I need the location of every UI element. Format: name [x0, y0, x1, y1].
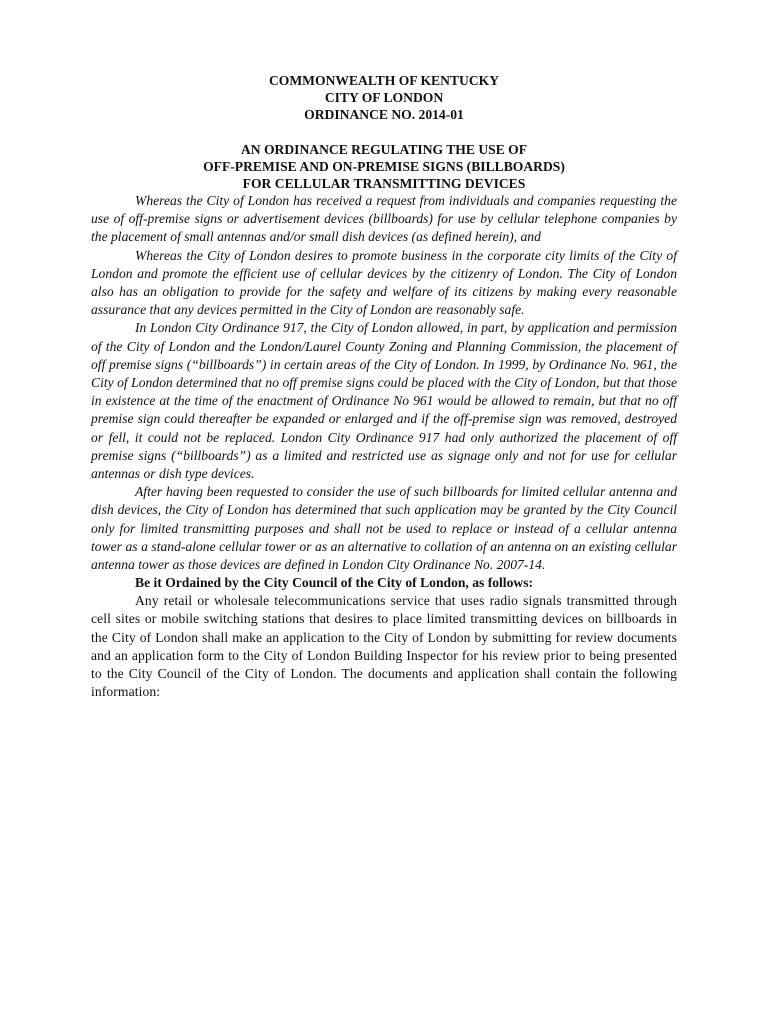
history-paragraph: In London City Ordinance 917, the City of London allowed, in part, by application and permission of the City of London and the London/Laurel County Zoning and Planning Commission, the placement of off premise signs (“billboards”) in certain areas of the City of London. In 1999, by Ordinance No. 961, the City of London determined that no off premise signs could be placed with the City of London, but that those in existence at the time of the enactment of Ordinance No 961 would be allowed to remain, but that no off premise sign could thereafter be expanded or enlarged and if the off-premise sign was removed, destroyed or fell, it could not be replaced. London City Ordinance 917 had only authorized the placement of off premise signs (“billboards”) as a limited and restricted use as signage only and not for use for cellular antennas or dish type devices.	[91, 320, 677, 482]
whereas-paragraph-2: Whereas the City of London desires to promote business in the corporate city limits of the City of London and promote the efficient use of cellular devices by the citizenry of London. The City of London also has an obligation to provide for the safety and welfare of its citizens by making every reasonable assurance that any devices permitted in the City of London are reasonably safe.	[91, 247, 677, 318]
whereas-paragraph-1: Whereas the City of London has received a request from individuals and companies requesting the use of off-premise signs or advertisement devices (billboards) for use by cellular telephone companies by the placement of small antennas and/or small dish devices (as defined herein), and	[91, 193, 677, 245]
ordinance-title	[91, 141, 677, 192]
header-city: CITY OF LONDON	[324, 90, 444, 105]
determination-paragraph: After having been requested to consider the use of such billboards for limited cellular antenna and dish devices, the City of London has determined that such application may be granted by the City Council only for limited transmitting purposes and shall not be used to replace or instead of a cellular antenna tower as a stand-alone cellular tower or as an alternative to collation of an antenna on an existing cellular antenna tower as those devices are defined in London City Ordinance No. 2007-14.	[91, 484, 677, 573]
ordained-heading: Be it Ordained by the City Council of the City of London, as follows:	[135, 575, 534, 591]
title-line-1: AN ORDINANCE REGULATING THE USE OF	[240, 142, 528, 157]
header-state: COMMONWEALTH OF KENTUCKY	[268, 73, 500, 88]
header-ordinance-number: ORDINANCE NO. 2014-01	[304, 107, 464, 122]
title-line-2: OFF-PREMISE AND ON-PREMISE SIGNS (BILLBOARDS)	[203, 159, 565, 174]
document-header	[91, 72, 677, 123]
application-paragraph: Any retail or wholesale telecommunications service that uses radio signals transmitted through cell sites or mobile switching stations that desires to place limited transmitting devices on billboards in the City of London shall make an application to the City of London by submitting for review documents and an application form to the City of London Building Inspector for his review prior to being presented to the City Council of the City of London. The documents and application shall contain the following information:	[91, 593, 677, 700]
document-page	[91, 72, 677, 701]
title-line-3: FOR CELLULAR TRANSMITTING DEVICES	[242, 176, 526, 191]
